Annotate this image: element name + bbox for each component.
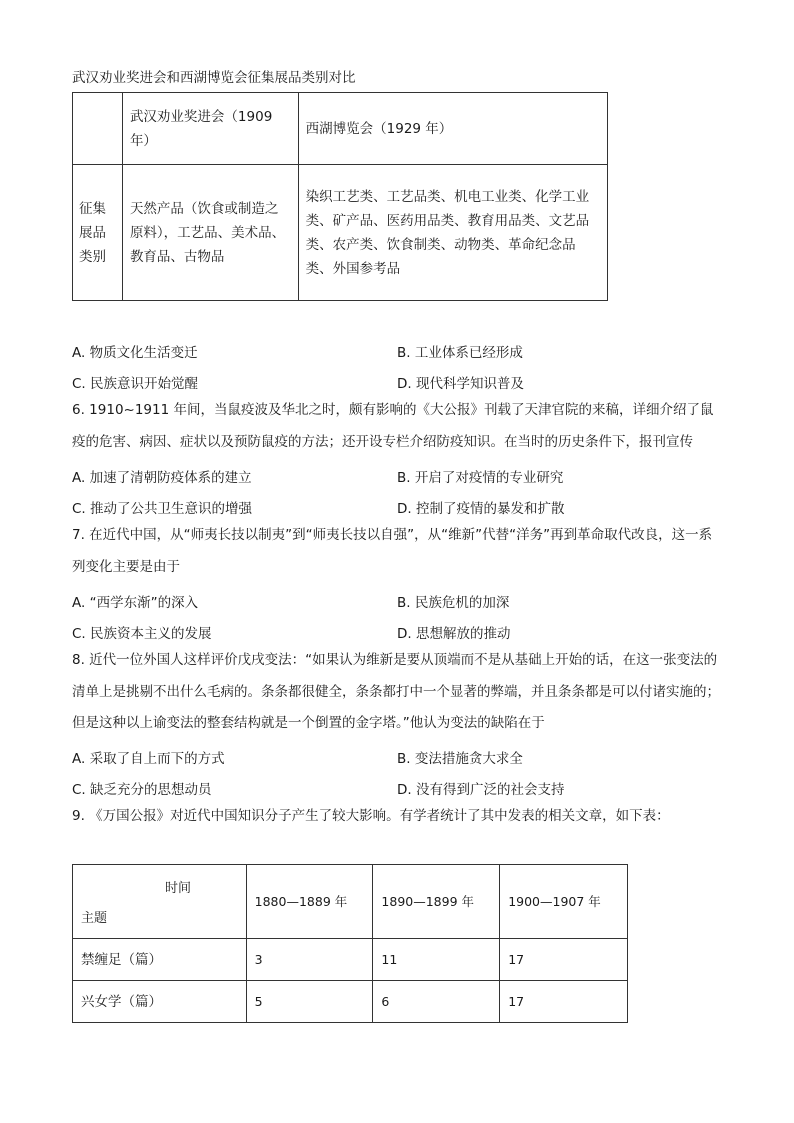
q6-option-c[interactable]: C. 推动了公共卫生意识的增强 xyxy=(72,501,253,517)
row-label-categories: 征集展品类别 xyxy=(73,165,123,301)
col-header-wuhan: 武汉劝业奖进会（1909年） xyxy=(122,93,298,165)
q8-option-b[interactable]: B. 变法措施贪大求全 xyxy=(397,751,523,767)
q8-option-c[interactable]: C. 缺乏充分的思想动员 xyxy=(72,782,212,798)
q6-stem: 6. 1910~1911 年间，当鼠疫波及华北之时，颇有影响的《大公报》刊载了天津官院的来稿，详细介绍了鼠疫的危害、病因、症状以及预防鼠疫的方法；还开设专栏介绍防疫知识。在当时的历史条件下，报刊宣传 xyxy=(72,402,714,450)
table-cell: 11 xyxy=(373,939,500,981)
q6-option-b[interactable]: B. 开启了对疫情的专业研究 xyxy=(397,470,564,486)
table-corner-cell xyxy=(73,93,123,165)
row-label: 禁缠足（篇） xyxy=(73,939,247,981)
table-row xyxy=(73,981,628,1023)
q7-option-d[interactable]: D. 思想解放的推动 xyxy=(397,626,511,642)
q6-option-d[interactable]: D. 控制了疫情的暴发和扩散 xyxy=(397,501,565,517)
table-cell: 3 xyxy=(246,939,373,981)
period-header: 1890—1899 年 xyxy=(373,865,500,939)
q7-option-b[interactable]: B. 民族危机的加深 xyxy=(397,595,510,611)
table-cell: 17 xyxy=(500,981,628,1023)
q8-stem: 8. 近代一位外国人这样评价戊戌变法：“如果认为维新是要从顶端而不是从基础上开始的话，在这一张变法的清单上是挑剔不出什么毛病的。条条都很健全，条条都打中一个显著的弊端，并且条条都是可以付诸实施的；但是这种以上谕变法的整套结构就是一个倒置的金字塔。”他认为变法的缺陷在于 xyxy=(72,652,720,731)
diagonal-header-cell xyxy=(73,865,247,939)
col-header-xihu: 西湖博览会（1929 年） xyxy=(298,93,607,165)
q5-option-b[interactable]: B. 工业体系已经形成 xyxy=(397,345,523,361)
q7-option-a[interactable]: A. “西学东渐”的深入 xyxy=(72,595,199,611)
cell-wuhan-categories: 天然产品（饮食或制造之原料），工艺品、美术品、教育品、古物品 xyxy=(122,165,298,301)
q8-option-d[interactable]: D. 没有得到广泛的社会支持 xyxy=(397,782,565,798)
q6-option-a[interactable]: A. 加速了清朝防疫体系的建立 xyxy=(72,470,252,486)
period-header: 1880—1889 年 xyxy=(246,865,373,939)
q7-stem: 7. 在近代中国，从“师夷长技以制夷”到“师夷长技以自强”，从“维新”代替“洋务”再到革命取代改良，这一系列变化主要是由于 xyxy=(72,527,713,575)
table-caption: 武汉劝业奖进会和西湖博览会征集展品类别对比 xyxy=(72,70,356,86)
table-cell: 17 xyxy=(500,939,628,981)
q5-option-c[interactable]: C. 民族意识开始觉醒 xyxy=(72,376,199,392)
q5-option-a[interactable]: A. 物质文化生活变迁 xyxy=(72,345,198,361)
q7-option-c[interactable]: C. 民族资本主义的发展 xyxy=(72,626,212,642)
wanguo-gongbao-article-table xyxy=(72,864,628,1023)
q5-option-d[interactable]: D. 现代科学知识普及 xyxy=(397,376,524,392)
exhibit-comparison-table xyxy=(72,92,608,301)
period-header: 1900—1907 年 xyxy=(500,865,628,939)
q9-stem: 9. 《万国公报》对近代中国知识分子产生了较大影响。有学者统计了其中发表的相关文章，如下表： xyxy=(72,808,670,824)
row-label: 兴女学（篇） xyxy=(73,981,247,1023)
header-topic: 主题 xyxy=(81,911,108,926)
header-time: 时间 xyxy=(165,881,192,896)
table-row xyxy=(73,939,628,981)
table-cell: 6 xyxy=(373,981,500,1023)
table-cell: 5 xyxy=(246,981,373,1023)
cell-xihu-categories: 染织工艺类、工艺品类、机电工业类、化学工业类、矿产品、医药用品类、教育用品类、文艺品类、农产类、饮食制类、动物类、革命纪念品类、外国参考品 xyxy=(298,165,607,301)
q8-option-a[interactable]: A. 采取了自上而下的方式 xyxy=(72,751,225,767)
